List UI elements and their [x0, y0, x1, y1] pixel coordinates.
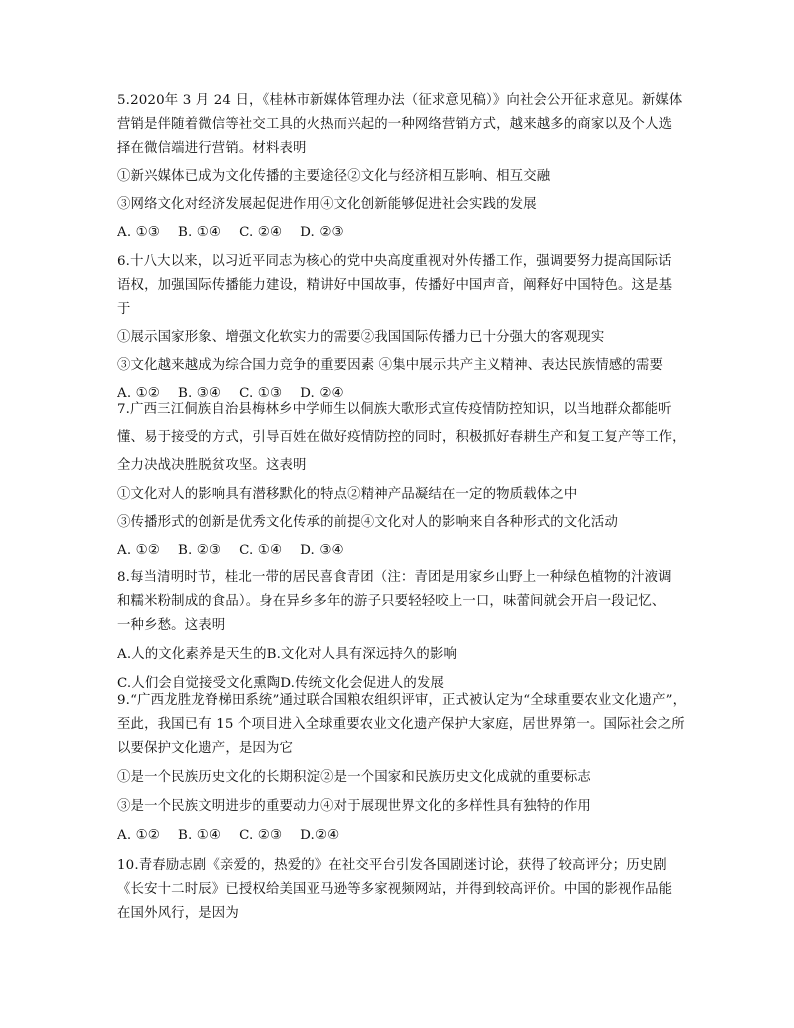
option-b: B. ②③ [177, 543, 222, 558]
question-5 [117, 89, 687, 245]
question-stem-line: 在国外风行，是因为 [117, 906, 239, 921]
question-stem-line: 营销是伴随着微信等社交工具的火热而兴起的一种网络营销方式，越来越多的商家以及个人选 [117, 117, 673, 132]
question-stem-line: 以要保护文化遗产，是因为它 [117, 741, 294, 756]
question-8 [117, 566, 687, 696]
question-10 [117, 854, 687, 926]
question-stem-line: 于 [117, 302, 131, 317]
option-b: B. ①④ [177, 225, 222, 240]
option-line: A.人的文化素养是天生的B.文化对人具有深远持久的影响 [117, 647, 458, 662]
statement-line: ①展示国家形象、增强文化软实力的需要②我国国际传播力已十分强大的客观现实 [117, 330, 605, 345]
question-7 [117, 396, 687, 565]
option-a: A. ①② [117, 386, 160, 401]
question-stem-line: 和糯米粉制成的食品）。身在异乡多年的游子只要轻轻咬上一口，味蕾间就会开启一段记忆、 [117, 594, 666, 609]
option-line: C.人们会自觉接受文化熏陶D.传统文化会促进人的发展 [117, 676, 445, 691]
option-c: C. ①③ [239, 386, 283, 401]
statement-line: ①新兴媒体已成为文化传播的主要途径②文化与经济相互影响、相互交融 [117, 169, 551, 184]
question-stem-line: 6.十八大以来，以习近平同志为核心的党中央高度重视对外传播工作，强调要努力提高国际话 [117, 254, 672, 269]
option-b: B. ③④ [177, 386, 222, 401]
statement-line: ③是一个民族文明进步的重要动力④对于展现世界文化的多样性具有独特的作用 [117, 799, 591, 814]
question-stem-line: 至此，我国已有 15 个项目进入全球重要农业文化遗产保护大家庭，居世界第一。国际社会之所 [117, 717, 685, 732]
option-a: A. ①② [117, 828, 160, 843]
statement-line: ③网络文化对经济发展起促进作用④文化创新能够促进社会实践的发展 [117, 197, 537, 212]
question-stem-line: 9.“广西龙胜龙脊梯田系统”通过联合国粮农组织评审，正式被认定为“全球重要农业文化遗产”， [117, 693, 687, 708]
question-stem-line: 语权，加强国际传播能力建设，精讲好中国故事，传播好中国声音，阐释好中国特色。这是基 [117, 278, 673, 293]
question-stem-line: 懂、易于接受的方式，引导百姓在做好疫情防控的同时，积极抓好春耕生产和复工复产等工作， [117, 430, 686, 445]
option-a: A. ①② [117, 543, 160, 558]
statement-line: ①文化对人的影响具有潜移默化的特点②精神产品凝结在一定的物质载体之中 [117, 487, 578, 502]
question-stem-line: 全力决战决胜脱贫攻坚。这表明 [117, 458, 307, 473]
question-9 [117, 689, 687, 848]
question-stem-line: 《长安十二时辰》已授权给美国亚马逊等多家视频网站，并得到较高评价。中国的影视作品能 [117, 882, 673, 897]
statement-line: ③文化越来越成为综合国力竞争的重要因素 ④集中展示共产主义精神、表达民族情感的需要 [117, 358, 664, 373]
option-c: C. ②③ [239, 828, 283, 843]
option-c: C. ①④ [239, 543, 283, 558]
statement-line: ①是一个民族历史文化的长期积淀②是一个国家和民族历史文化成就的重要标志 [117, 770, 591, 785]
question-stem-line: 7.广西三江侗族自治县梅林乡中学师生以侗族大歌形式宣传疫情防控知识，以当地群众都能听 [117, 402, 672, 417]
option-d: D. ③④ [300, 543, 344, 558]
option-d: D.②④ [300, 828, 340, 843]
question-stem-line: 8.每当清明时节，桂北一带的居民喜食青团（注：青团是用家乡山野上一种绿色植物的汁液调 [117, 570, 672, 585]
option-d: D. ②④ [300, 386, 344, 401]
options-row [117, 537, 687, 565]
options-row [117, 824, 687, 848]
options-row [117, 221, 687, 245]
question-stem-line: 5.2020年 3 月 24 日，《桂林市新媒体管理办法（征求意见稿）》向社会公开征求意见。新媒体 [117, 93, 683, 108]
option-c: C. ②④ [239, 225, 283, 240]
question-stem-line: 择在微信端进行营销。材料表明 [117, 141, 307, 156]
option-d: D. ②③ [300, 225, 344, 240]
question-stem-line: 一种乡愁。这表明 [117, 618, 226, 633]
question-stem-line: 10.青春励志剧《亲爱的，热爱的》在社交平台引发各国剧迷讨论，获得了较高评分；历史剧 [117, 858, 667, 873]
question-6 [117, 250, 687, 406]
option-b: B. ①④ [177, 828, 222, 843]
option-a: A. ①③ [117, 225, 160, 240]
statement-line: ③传播形式的创新是优秀文化传承的前提④文化对人的影响来自各种形式的文化活动 [117, 515, 619, 530]
